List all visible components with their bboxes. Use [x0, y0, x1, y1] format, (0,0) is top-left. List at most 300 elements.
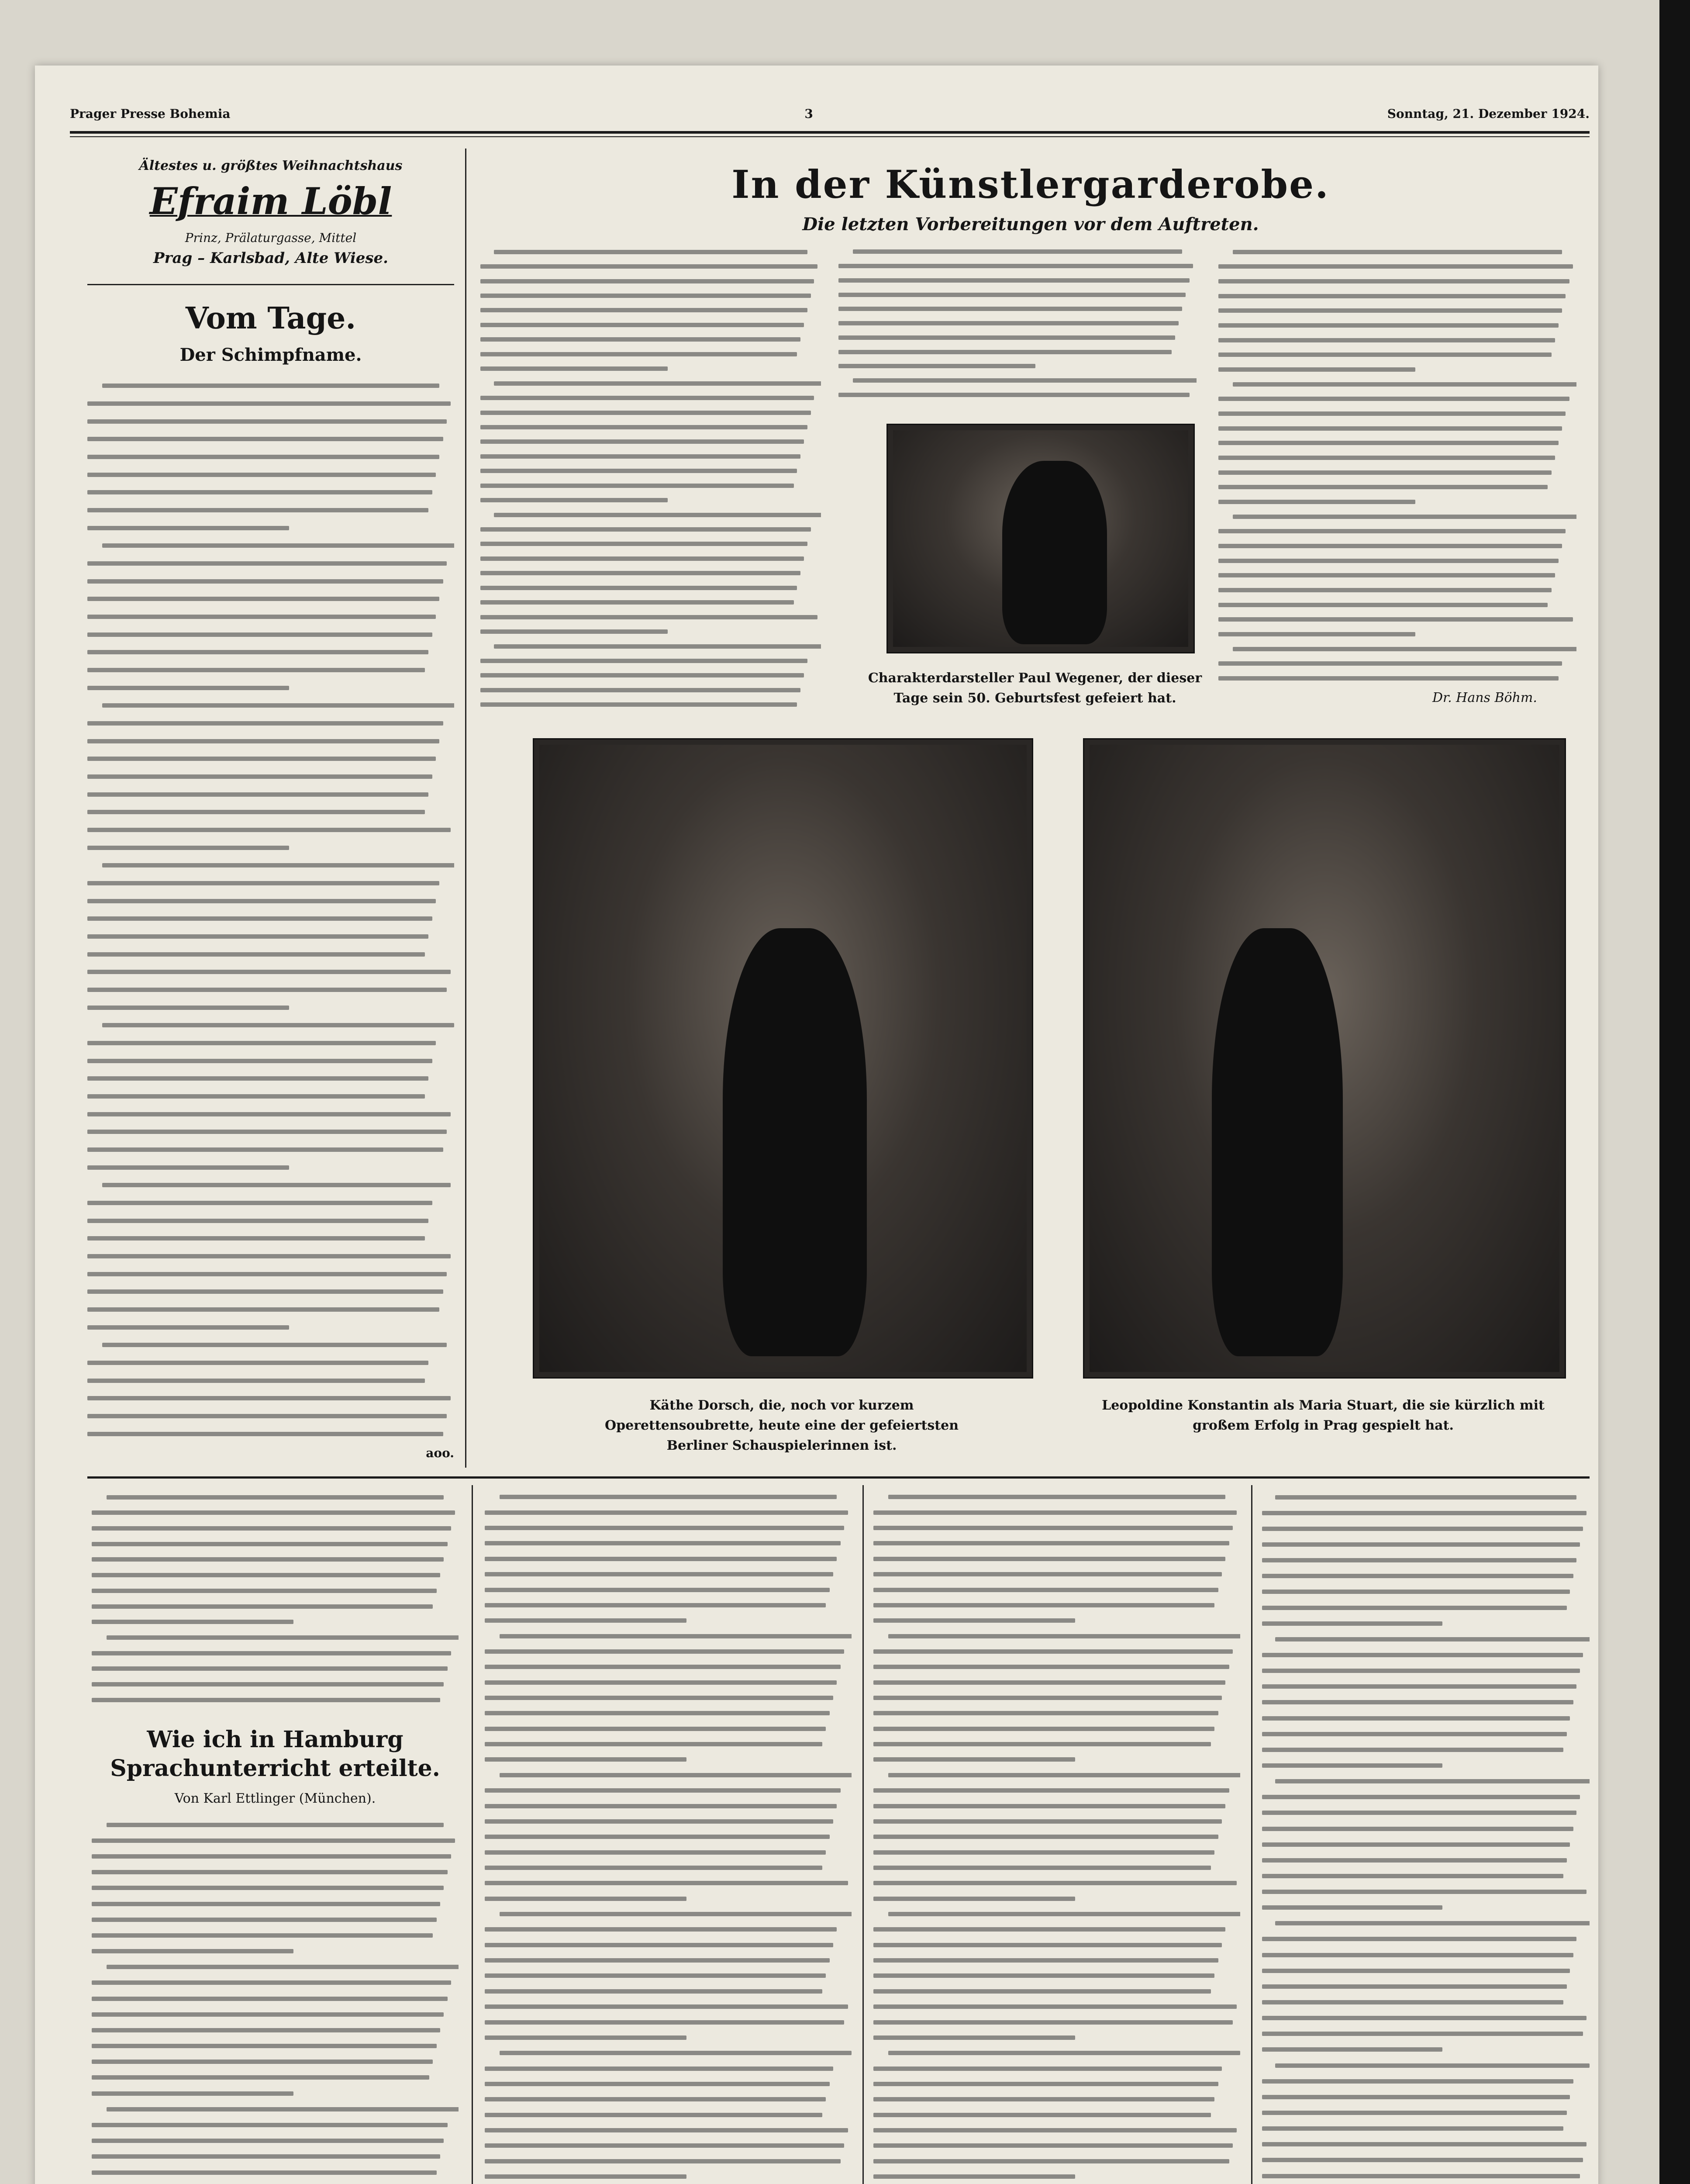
text-line [1262, 1574, 1573, 1578]
text-line [92, 1682, 444, 1686]
text-line [480, 571, 800, 575]
text-line [1262, 1937, 1576, 1941]
text-line [480, 498, 668, 502]
text-line [500, 1495, 837, 1499]
text-line [87, 846, 289, 850]
text-line [873, 1649, 1233, 1654]
text-line [480, 542, 807, 546]
column-divider [472, 1485, 473, 2184]
photo-konstantin [1083, 738, 1566, 1379]
text-line [1262, 1606, 1567, 1610]
main-article-column-3 [1218, 245, 1576, 686]
text-line [92, 1526, 451, 1531]
text-line [87, 490, 432, 494]
text-line [87, 419, 447, 424]
text-line [500, 2051, 852, 2055]
text-line [485, 1665, 841, 1669]
text-line [485, 1788, 841, 1793]
text-line [87, 1289, 443, 1294]
text-line [87, 1254, 451, 1258]
text-line [480, 615, 817, 619]
column-divider [862, 1485, 864, 2184]
text-line [87, 615, 436, 619]
text-line [92, 1557, 444, 1562]
text-line [92, 2075, 429, 2080]
text-line [92, 1651, 451, 1655]
text-line [485, 2035, 686, 2040]
text-line [873, 1943, 1222, 1947]
bottom-column-1-body [92, 1817, 459, 2184]
text-line [1218, 470, 1552, 475]
text-line [485, 1819, 833, 1824]
text-line [92, 1542, 448, 1546]
text-line [480, 337, 800, 342]
bottom-column-2 [485, 1489, 852, 2184]
text-line [873, 1927, 1225, 1932]
bottom-column-3 [873, 1489, 1240, 2184]
text-line [494, 513, 821, 517]
text-line [1275, 2063, 1590, 2068]
text-line [480, 600, 794, 605]
text-line [1262, 2158, 1583, 2162]
text-line [1218, 617, 1573, 622]
text-line [485, 1603, 826, 1607]
text-line [1262, 1590, 1570, 1594]
ad-company-name: Efraim Löbl [149, 180, 392, 223]
text-line [87, 988, 447, 992]
text-line [87, 1236, 425, 1241]
text-line [485, 1881, 848, 1885]
text-line [87, 508, 428, 512]
text-line [92, 1902, 440, 1906]
main-article-column-2-top [838, 245, 1197, 402]
text-line [485, 1897, 686, 1901]
text-line [1262, 1905, 1442, 1910]
text-line [87, 1414, 447, 1418]
text-line [87, 721, 443, 726]
text-line [873, 1804, 1225, 1808]
text-line [1218, 294, 1566, 298]
text-line [1233, 250, 1562, 254]
actress-figure [1212, 928, 1343, 1356]
text-line [480, 264, 817, 269]
text-line [1218, 529, 1566, 533]
left-article-subtitle: Der Schimpfname. [179, 345, 362, 365]
text-line [1262, 2142, 1587, 2146]
text-line [873, 1696, 1222, 1700]
text-line [480, 425, 807, 429]
text-line [87, 810, 425, 814]
text-line [87, 473, 436, 477]
text-line [485, 2128, 848, 2132]
text-line [853, 378, 1197, 383]
text-line [480, 308, 807, 312]
text-line [873, 2113, 1211, 2117]
text-line [1233, 647, 1576, 651]
text-line [480, 454, 800, 459]
text-line [92, 1666, 448, 1671]
text-line [87, 579, 443, 584]
text-line [485, 1927, 837, 1932]
text-line [480, 469, 797, 473]
text-line [1233, 382, 1576, 387]
text-line [1262, 1700, 1573, 1704]
masthead-rule [70, 131, 1590, 134]
text-line [92, 2012, 444, 2017]
text-line [92, 1604, 433, 1609]
text-line [873, 2128, 1237, 2132]
text-line [873, 1711, 1218, 1715]
actress-figure [723, 928, 867, 1356]
text-line [1275, 1495, 1576, 1500]
text-line [1262, 1827, 1573, 1831]
text-line [494, 250, 807, 254]
text-line [87, 1272, 447, 1276]
text-line [107, 1823, 444, 1827]
text-line [102, 384, 440, 388]
text-line [87, 757, 436, 761]
text-line [92, 1870, 448, 1874]
text-line [92, 1918, 437, 1922]
text-line [480, 673, 804, 677]
text-line [873, 1665, 1229, 1669]
text-line [485, 1588, 830, 1592]
text-line [1218, 588, 1552, 592]
text-line [87, 632, 432, 637]
text-line [87, 597, 439, 601]
text-line [873, 2020, 1233, 2025]
text-line [1262, 1842, 1570, 1847]
text-line [92, 1997, 448, 2001]
text-line [1262, 1874, 1563, 1878]
text-line [87, 650, 428, 654]
text-line [1218, 411, 1566, 416]
text-line [92, 2028, 440, 2032]
text-line [873, 1835, 1218, 1839]
text-line [1218, 264, 1573, 269]
text-line [1262, 1890, 1587, 1894]
text-line [480, 629, 668, 634]
text-line [102, 543, 454, 548]
text-line [873, 1541, 1229, 1545]
text-line [838, 364, 1035, 368]
text-line [87, 1201, 432, 1205]
text-line [92, 1980, 451, 1985]
text-line [480, 323, 804, 327]
text-line [87, 526, 289, 530]
text-line [92, 1620, 293, 1624]
main-article-title: In der Künstlergarderobe. [731, 162, 1330, 207]
text-line [87, 561, 447, 566]
text-line [873, 1680, 1225, 1685]
text-line [485, 2020, 844, 2025]
text-line [102, 703, 454, 708]
text-line [480, 556, 804, 561]
text-line [873, 1788, 1229, 1793]
text-line [92, 2170, 437, 2175]
text-line [87, 1147, 443, 1152]
text-line [1262, 1748, 1563, 1752]
text-line [1218, 676, 1559, 681]
text-line [1275, 1637, 1590, 1641]
text-line [873, 2082, 1218, 2086]
caption-konstantin: Leopoldine Konstantin als Maria Stuart, die sie kürzlich mit großem Erfolg in Prag gespielt hat. [1102, 1398, 1545, 1433]
text-line [92, 2091, 293, 2096]
text-line [1262, 1858, 1567, 1863]
text-line [494, 381, 821, 386]
text-line [92, 1854, 451, 1859]
text-line [92, 1573, 440, 1577]
text-line [485, 1835, 830, 1839]
text-line [485, 1618, 686, 1623]
text-line [485, 1727, 826, 1731]
ad-sub-line: Prinz, Prälaturgasse, Mittel [185, 231, 357, 245]
text-line [873, 1897, 1075, 1901]
text-line [480, 279, 814, 283]
masthead-paper-name: Prager Presse Bohemia [70, 106, 231, 121]
text-line [87, 1112, 451, 1116]
text-line [873, 1757, 1075, 1762]
text-line [1262, 1669, 1580, 1673]
text-line [494, 644, 821, 649]
text-line [480, 366, 668, 371]
text-line [87, 1219, 428, 1223]
caption-wegener: Charakterdarsteller Paul Wegener, der dieser Tage sein 50. Geburtsfest gefeiert hat. [868, 670, 1202, 706]
text-line [1262, 2047, 1442, 2052]
text-line [873, 1510, 1237, 1515]
text-line [480, 411, 811, 415]
text-line [873, 1572, 1222, 1576]
masthead-date: Sonntag, 21. Dezember 1924. [1387, 106, 1590, 121]
text-line [873, 2067, 1222, 2071]
text-line [87, 1165, 289, 1170]
text-line [500, 1773, 852, 1777]
text-line [873, 1557, 1225, 1561]
text-line [485, 1696, 833, 1700]
text-line [485, 1711, 830, 1715]
text-line [1262, 1953, 1573, 1957]
text-line [1262, 1621, 1442, 1626]
text-line [485, 2174, 686, 2179]
text-line [1262, 2095, 1570, 2099]
masthead [70, 100, 1590, 127]
text-line [102, 863, 454, 867]
text-line [87, 1307, 439, 1312]
text-line [480, 659, 807, 663]
text-line [873, 1603, 1214, 1607]
text-line [92, 1949, 293, 1953]
bottom-column-4 [1262, 1489, 1590, 2184]
text-line [1262, 1811, 1576, 1815]
hamburg-article-author: Von Karl Ettlinger (München). [174, 1791, 376, 1806]
text-line [480, 688, 800, 692]
text-line [1262, 2126, 1563, 2131]
masthead-rule-thin [70, 136, 1590, 137]
hamburg-article-title: Wie ich in Hamburg Sprachunterricht erteilte. [110, 1726, 440, 1782]
text-line [873, 1989, 1211, 1994]
text-line [485, 2097, 826, 2101]
text-line [107, 2107, 459, 2111]
section-divider [87, 1476, 1590, 1479]
text-line [873, 1819, 1222, 1824]
ad-cities: Prag – Karlsbad, Alte Wiese. [153, 249, 388, 267]
caption-dorsch: Käthe Dorsch, die, noch vor kurzem Operettensoubrette, heute eine der gefeiertsten Berliner Schauspielerinnen ist. [604, 1398, 959, 1453]
text-line [1218, 323, 1559, 328]
text-line [107, 1495, 444, 1500]
text-line [1262, 1732, 1567, 1736]
text-line [888, 1495, 1226, 1499]
text-line [1262, 2000, 1563, 2004]
text-line [480, 702, 797, 707]
text-line [1218, 352, 1552, 357]
text-line [480, 352, 797, 356]
text-line [838, 393, 1190, 397]
left-column [87, 149, 454, 1468]
left-article-signature: aoo. [426, 1446, 454, 1460]
scan-edge [1659, 0, 1690, 2184]
text-line [1218, 559, 1559, 563]
text-line [485, 1526, 844, 1530]
text-line [838, 307, 1182, 311]
text-line [1218, 544, 1562, 548]
text-line [92, 2060, 433, 2064]
text-line [1218, 456, 1555, 460]
left-article-body [87, 377, 454, 1443]
text-line [87, 934, 428, 939]
photo-dorsch [533, 738, 1033, 1379]
text-line [480, 586, 797, 590]
text-line [838, 278, 1190, 283]
text-line [485, 1510, 848, 1515]
text-line [1218, 500, 1415, 504]
text-line [92, 1933, 433, 1938]
text-line [92, 2139, 444, 2143]
text-line [87, 401, 451, 406]
text-line [87, 828, 451, 832]
text-line [87, 686, 289, 690]
text-line [485, 2113, 822, 2117]
text-line [485, 1757, 686, 1762]
text-line [485, 1680, 837, 1685]
text-line [485, 2143, 844, 2148]
text-line [485, 2159, 841, 2163]
text-line [838, 264, 1193, 268]
text-line [485, 1804, 837, 1808]
text-line [1218, 661, 1562, 666]
text-line [873, 1881, 1237, 1885]
text-line [1218, 573, 1555, 577]
text-line [485, 2082, 830, 2086]
text-line [485, 1973, 826, 1978]
page-number: 3 [804, 106, 813, 121]
text-line [1275, 1779, 1590, 1783]
left-article-title: Vom Tage. [185, 301, 356, 336]
text-line [87, 899, 436, 903]
text-line [888, 1634, 1240, 1638]
text-line [87, 1094, 425, 1099]
text-line [1218, 397, 1569, 401]
text-line [107, 1965, 459, 1969]
main-article-author: Dr. Hans Böhm. [1432, 690, 1537, 705]
text-line [87, 970, 451, 974]
text-line [87, 1006, 289, 1010]
text-line [873, 2035, 1075, 2040]
text-line [853, 249, 1182, 254]
text-line [480, 484, 794, 488]
text-line [1262, 1542, 1580, 1547]
text-line [92, 2044, 437, 2048]
text-line [1262, 1527, 1583, 1531]
text-line [485, 1958, 830, 1963]
text-line [873, 1526, 1233, 1530]
text-line [92, 1589, 437, 1593]
text-line [1218, 308, 1562, 313]
text-line [480, 439, 804, 444]
text-line [480, 527, 811, 532]
text-line [873, 2004, 1237, 2009]
text-line [500, 1912, 852, 1916]
text-line [1218, 426, 1562, 431]
text-line [485, 1989, 822, 1994]
text-line [873, 1973, 1214, 1978]
text-line [480, 396, 814, 400]
text-line [1218, 603, 1548, 607]
text-line [873, 1850, 1214, 1855]
text-line [87, 1325, 289, 1330]
portrait-figure [1002, 461, 1107, 644]
text-line [485, 1850, 826, 1855]
main-article-subtitle: Die letzten Vorbereitungen vor dem Auftreten. [802, 214, 1259, 235]
text-line [87, 739, 439, 743]
text-line [87, 1130, 447, 1134]
text-line [92, 1698, 440, 1702]
text-line [873, 1958, 1218, 1963]
text-line [485, 2067, 833, 2071]
text-line [102, 1023, 454, 1027]
bottom-column-1-top [92, 1489, 459, 1708]
text-line [485, 1557, 837, 1561]
text-line [107, 1635, 459, 1640]
text-line [873, 1618, 1075, 1623]
text-line [1262, 1969, 1570, 1973]
text-line [87, 1041, 436, 1045]
text-line [873, 1742, 1211, 1746]
main-article-column-1 [480, 245, 821, 712]
text-line [838, 335, 1175, 340]
column-divider [1251, 1485, 1252, 2184]
text-line [500, 1634, 852, 1638]
text-line [87, 668, 425, 672]
text-line [87, 437, 443, 441]
text-line [1262, 2174, 1580, 2178]
text-line [87, 1432, 443, 1436]
text-line [1262, 1558, 1576, 1562]
text-line [1262, 1653, 1583, 1657]
text-line [1262, 2032, 1583, 2036]
text-line [87, 455, 439, 459]
text-line [873, 1866, 1211, 1870]
text-line [87, 952, 425, 957]
text-line [1218, 338, 1555, 342]
text-line [87, 1361, 428, 1365]
text-line [87, 1076, 428, 1081]
text-line [873, 2097, 1214, 2101]
text-line [1262, 1716, 1570, 1721]
text-line [1262, 2016, 1587, 2020]
photo-wegener [886, 424, 1195, 653]
text-line [1262, 1984, 1567, 1989]
text-line [873, 1727, 1214, 1731]
